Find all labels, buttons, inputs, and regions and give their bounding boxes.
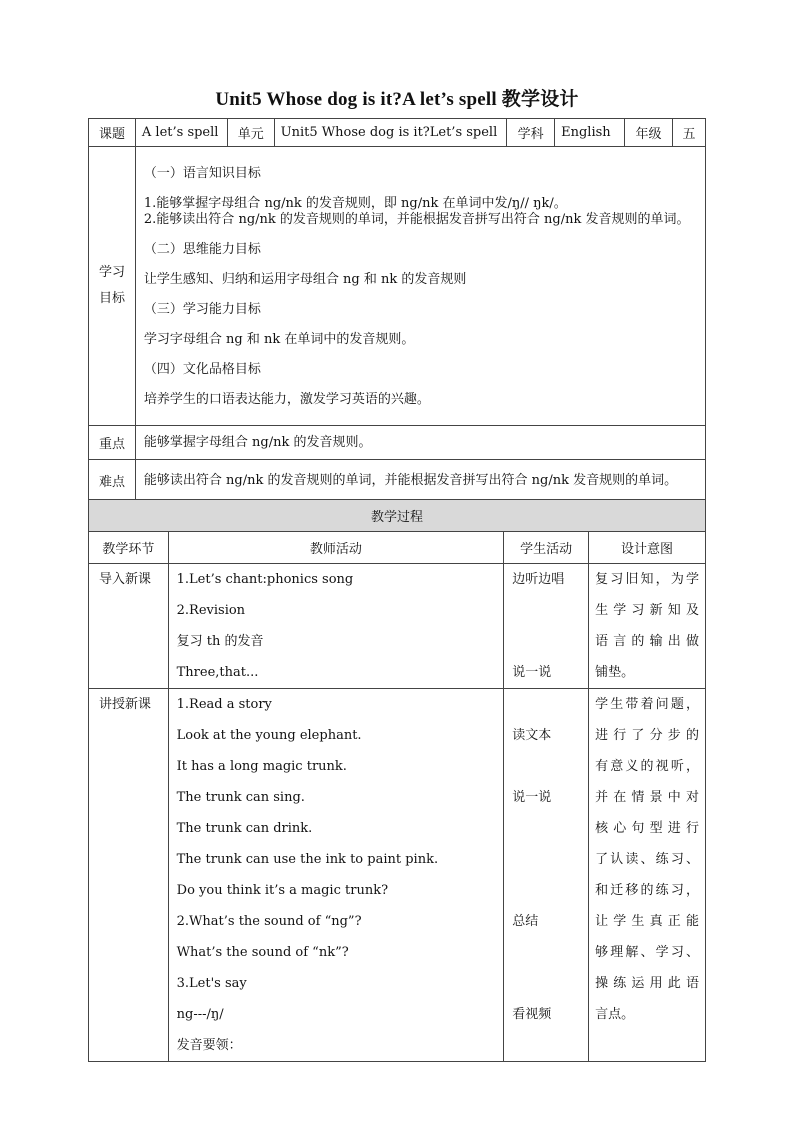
intent-line: 有意义的视听， (595, 759, 699, 774)
student-line (512, 875, 588, 906)
column-header: 教师活动 (168, 532, 504, 564)
student-activity-cell (504, 689, 589, 1062)
unit-value: Unit5 Whose dog is it?Let’s spell (274, 119, 507, 147)
objectives-content (135, 147, 705, 426)
student-line: 说一说 (512, 665, 552, 680)
stage-cell: 讲授新课 (89, 689, 169, 1062)
intent-line: 复习旧知，为学 (595, 572, 699, 587)
teacher-line: Three,that... (176, 665, 259, 680)
teacher-line: The trunk can use the ink to paint pink. (176, 852, 439, 867)
teacher-line: 2.What’s the sound of “ng”? (176, 914, 362, 929)
stage-cell: 导入新课 (89, 564, 169, 689)
column-header: 学生活动 (504, 532, 589, 564)
intent-line: 学生带着问题， (595, 697, 699, 712)
process-heading: 教学过程 (89, 500, 706, 532)
student-line (512, 689, 588, 720)
objective-item: 1.能够掌握字母组合 ng/nk 的发音规则，即 ng/nk 在单词中发/ŋ// ŋk/。 (143, 196, 567, 211)
student-line (512, 937, 588, 968)
intent-line: 铺垫。 (595, 665, 635, 680)
objective-heading-1: （一）语言知识目标 (143, 166, 261, 181)
lesson-info-table (88, 118, 706, 501)
objective-item: 2.能够读出符合 ng/nk 的发音规则的单词，并能根据发音拼写出符合 ng/nk 发音规则的单词。 (143, 212, 690, 227)
student-line: 说一说 (512, 790, 552, 805)
teacher-line: 2.Revision (176, 603, 246, 618)
teacher-line: 复习 th 的发音 (176, 634, 264, 649)
student-line: 读文本 (512, 728, 552, 743)
teacher-line: The trunk can drink. (176, 821, 313, 836)
intent-line: 核心句型进行 (595, 821, 699, 836)
difficulty-text: 能够读出符合 ng/nk 的发音规则的单词，并能根据发音拼写出符合 ng/nk 发音规则的单词。 (135, 460, 705, 501)
teaching-process-table (88, 499, 706, 1062)
teacher-activity-cell (168, 564, 504, 689)
intent-line (595, 1030, 699, 1061)
intent-line: 让学生真正能 (595, 914, 699, 929)
student-line (512, 844, 588, 875)
student-line (512, 626, 588, 657)
objective-item: 让学生感知、归纳和运用字母组合 ng 和 nk 的发音规则 (143, 272, 467, 287)
teacher-line: 发音要领： (176, 1038, 242, 1053)
teacher-line: ng---/ŋ/ (176, 1007, 224, 1022)
teacher-line: Look at the young elephant. (176, 728, 362, 743)
intent-line: 进行了分步的 (595, 728, 699, 743)
student-line (512, 1030, 588, 1061)
key-point-row (89, 426, 706, 460)
teacher-line: 1.Read a story (176, 697, 272, 712)
key-point-label: 重点 (89, 426, 136, 460)
objectives-row (89, 147, 706, 426)
design-intent-cell (589, 564, 706, 689)
table-row (89, 689, 706, 1062)
objective-item: 学习字母组合 ng 和 nk 在单词中的发音规则。 (143, 332, 415, 347)
teacher-line: 3.Let's say (176, 976, 247, 991)
objective-heading-4: （四）文化品格目标 (143, 362, 261, 377)
student-line (512, 751, 588, 782)
intent-line: 生学习新知及 (595, 603, 699, 618)
intent-line: 操练运用此语 (595, 976, 699, 991)
teacher-line: The trunk can sing. (176, 790, 305, 805)
intent-line: 够理解、学习、 (595, 945, 699, 960)
difficulty-row (89, 460, 706, 501)
subject-value: English (555, 119, 625, 147)
intent-line: 言点。 (595, 1007, 635, 1022)
topic-value: A let’s spell (135, 119, 227, 147)
teacher-line: Do you think it’s a magic trunk? (176, 883, 389, 898)
objective-heading-3: （三）学习能力目标 (143, 302, 261, 317)
key-point-text: 能够掌握字母组合 ng/nk 的发音规则。 (135, 426, 705, 460)
teacher-activity-cell (168, 689, 504, 1062)
teacher-line: 1.Let’s chant:phonics song (176, 572, 354, 587)
student-line (512, 813, 588, 844)
student-line (512, 595, 588, 626)
objectives-label-line2: 目标 (98, 291, 125, 306)
objective-item: 培养学生的口语表达能力，激发学习英语的兴趣。 (143, 392, 430, 407)
unit-label: 单元 (227, 119, 274, 147)
student-line: 总结 (512, 914, 539, 929)
objectives-label (89, 147, 136, 426)
grade-label: 年级 (625, 119, 673, 147)
objective-heading-2: （二）思维能力目标 (143, 242, 261, 257)
subject-label: 学科 (507, 119, 555, 147)
student-line: 边听边唱 (512, 572, 565, 587)
column-header: 设计意图 (589, 532, 706, 564)
topic-label: 课题 (89, 119, 136, 147)
design-intent-cell (589, 689, 706, 1062)
column-header: 教学环节 (89, 532, 169, 564)
intent-line: 了认读、练习、 (595, 852, 699, 867)
document-title: Unit5 Whose dog is it?A let’s spell 教学设计 (215, 89, 579, 110)
intent-line: 语言的输出做 (595, 634, 699, 649)
grade-value: 五 (672, 119, 705, 147)
teacher-line: It has a long magic trunk. (176, 759, 347, 774)
process-header-row (89, 532, 706, 564)
objectives-label-line1: 学习 (98, 265, 125, 280)
student-line: 看视频 (512, 1007, 552, 1022)
process-heading-row (89, 500, 706, 532)
intent-line: 和迁移的练习， (595, 883, 699, 898)
teacher-line: What’s the sound of “nk”? (176, 945, 349, 960)
table-row (89, 564, 706, 689)
intent-line: 并在情景中对 (595, 790, 699, 805)
student-line (512, 968, 588, 999)
student-activity-cell (504, 564, 589, 689)
difficulty-label: 难点 (89, 460, 136, 501)
info-row (89, 119, 706, 147)
